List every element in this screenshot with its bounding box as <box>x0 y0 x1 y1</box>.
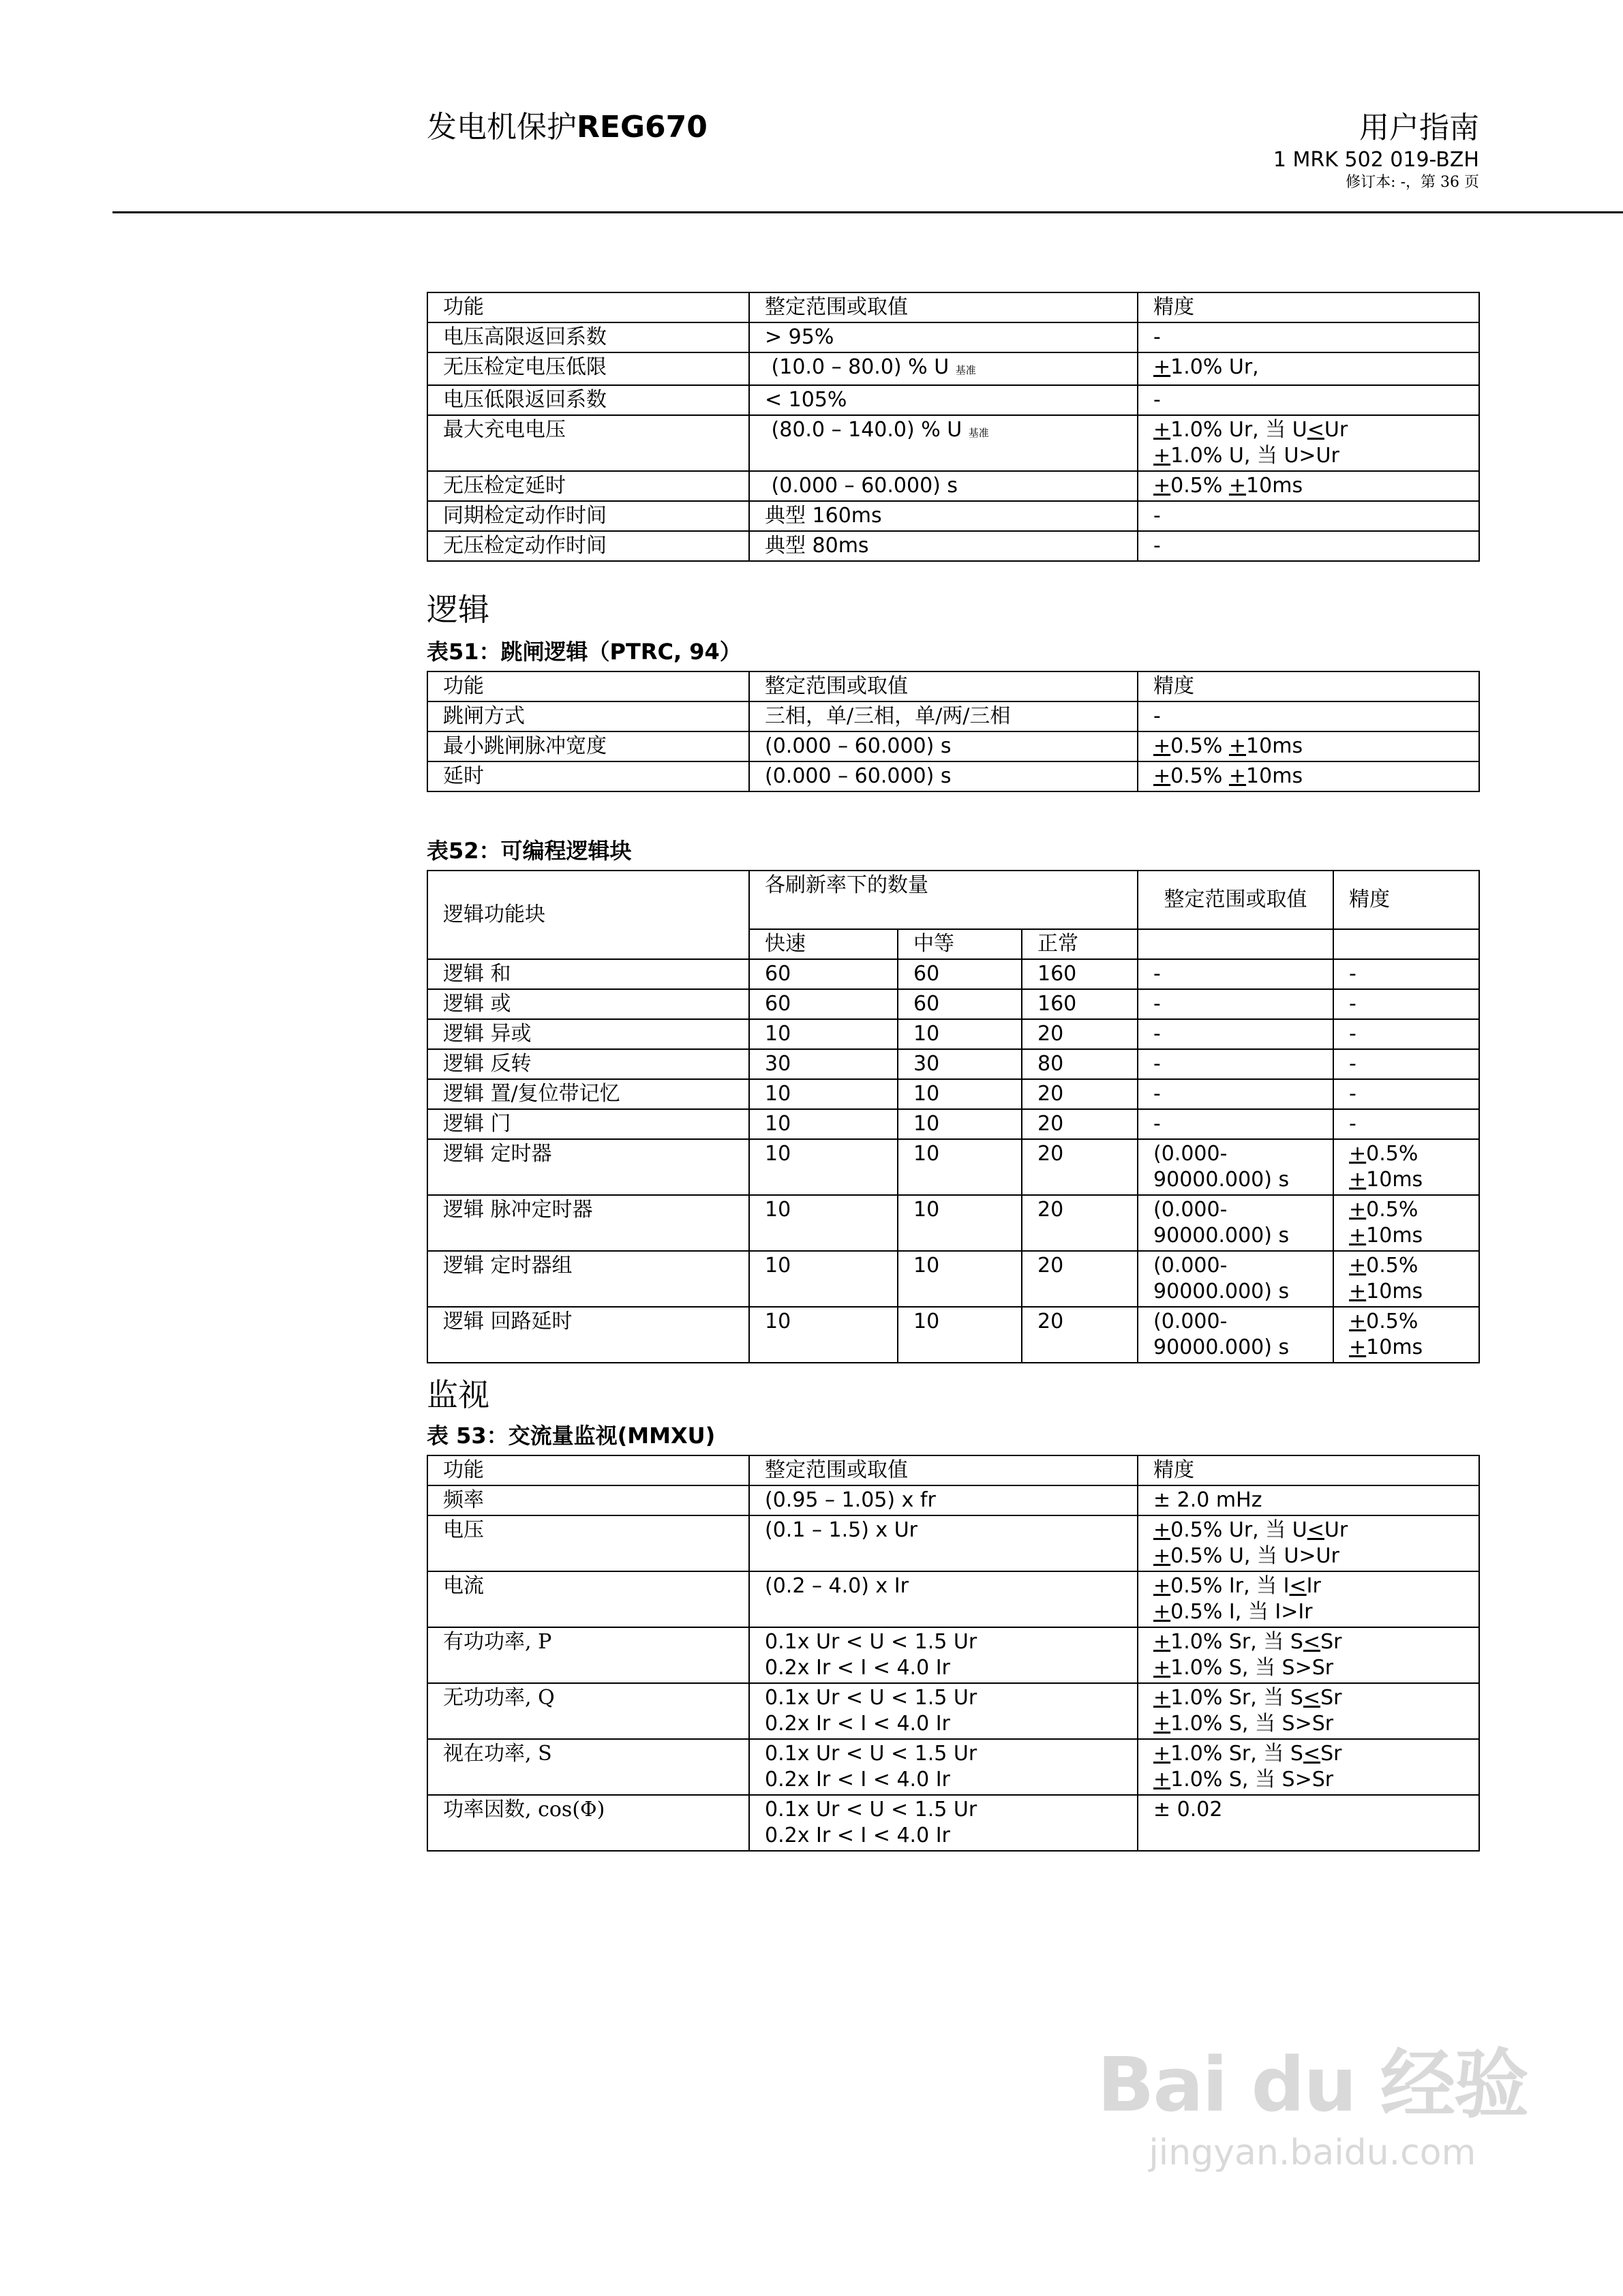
table-row: 逻辑 反转 30 30 80 - - <box>427 1049 1479 1079</box>
table-row: 无压检定电压低限 (10.0 – 80.0) % U 基准 +1.0% Ur, <box>427 352 1479 385</box>
table-caption-52: 表52：可编程逻辑块 <box>427 838 632 864</box>
table-row: 跳闸方式 三相，单/三相，单/两/三相 - <box>427 701 1479 731</box>
table-row: 无压检定动作时间 典型 80ms - <box>427 531 1479 561</box>
table-row: 逻辑 异或 10 10 20 - - <box>427 1019 1479 1049</box>
col-range: 整定范围或取值 <box>749 292 1138 322</box>
table-row: 延时 (0.000 – 60.000) s +0.5% +10ms <box>427 761 1479 791</box>
table-row: 逻辑 或 60 60 160 - - <box>427 989 1479 1019</box>
table-header-row: 功能 整定范围或取值 精度 <box>427 1455 1479 1485</box>
guide-title: 用户指南 <box>1359 110 1479 145</box>
watermark-brand: Bai du 经验 <box>1097 2041 1528 2128</box>
table-row: 电压 (0.1 – 1.5) x Ur +0.5% Ur, 当 U<Ur +0.5% U, 当 U>Ur <box>427 1515 1479 1571</box>
monitoring-section <box>427 1376 1478 1852</box>
col-accuracy: 精度 <box>1138 292 1479 322</box>
table-row: 逻辑 回路延时 10 10 20 (0.000- 90000.000) s +0.5% +10ms <box>427 1307 1479 1363</box>
table-row: 电压高限返回系数 > 95% - <box>427 322 1479 352</box>
table-subheader-row: 快速 中等 正常 <box>427 929 1479 959</box>
table-row: 最大充电电压 (80.0 – 140.0) % U 基准 +1.0% Ur, 当 U<Ur +1.0% U, 当 U>Ur <box>427 415 1479 471</box>
table-row: 视在功率, S 0.1x Ur < U < 1.5 Ur 0.2x Ir < I < 4.0 Ir +1.0% Sr, 当 S<Sr +1.0% S, 当 S>Sr <box>427 1739 1479 1795</box>
header-right <box>1273 109 1479 192</box>
table-row: 逻辑 门 10 10 20 - - <box>427 1109 1479 1139</box>
table-row: 逻辑 和 60 60 160 - - <box>427 959 1479 989</box>
sync-check-table-section <box>427 292 1478 562</box>
table-row: 最小跳闸脉冲宽度 (0.000 – 60.000) s +0.5% +10ms <box>427 731 1479 761</box>
table-row: 逻辑 定时器组 10 10 20 (0.000- 90000.000) s +0.5% +10ms <box>427 1251 1479 1307</box>
document-title-model: REG670 <box>577 110 708 145</box>
trip-logic-table <box>427 671 1480 792</box>
sync-check-table <box>427 292 1480 562</box>
revision-page: 修订本: -，第 36 页 <box>1346 174 1479 191</box>
programmable-logic-table <box>427 870 1480 1363</box>
table-caption-53: 表 53：交流量监视(MMXU) <box>427 1423 716 1449</box>
section-heading-monitoring: 监视 <box>427 1376 489 1413</box>
document-title <box>427 102 708 146</box>
table-row: 逻辑 置/复位带记忆 10 10 20 - - <box>427 1079 1479 1109</box>
table-row: 电压低限返回系数 < 105% - <box>427 385 1479 415</box>
section-heading-logic: 逻辑 <box>427 591 489 628</box>
table-header-row: 功能 整定范围或取值 精度 <box>427 671 1479 701</box>
table-row: 逻辑 脉冲定时器 10 10 20 (0.000- 90000.000) s +0.5% +10ms <box>427 1195 1479 1251</box>
table-header-row: 逻辑功能块 各刷新率下的数量 整定范围或取值 精度 <box>427 871 1479 929</box>
table-row: 无功功率, Q 0.1x Ur < U < 1.5 Ur 0.2x Ir < I < 4.0 Ir +1.0% Sr, 当 S<Sr +1.0% S, 当 S>Sr <box>427 1683 1479 1739</box>
table-caption-51: 表51：跳闸逻辑（PTRC, 94） <box>427 639 742 665</box>
ac-monitoring-table <box>427 1455 1480 1852</box>
watermark-url: jingyan.baidu.com <box>1149 2132 1476 2173</box>
table-row: 有功功率, P 0.1x Ur < U < 1.5 Ur 0.2x Ir < I < 4.0 Ir +1.0% Sr, 当 S<Sr +1.0% S, 当 S>Sr <box>427 1627 1479 1683</box>
col-function: 功能 <box>427 292 749 322</box>
table-row: 电流 (0.2 – 4.0) x Ir +0.5% Ir, 当 I<Ir +0.5% I, 当 I>Ir <box>427 1571 1479 1627</box>
header-divider <box>112 211 1623 213</box>
baidu-watermark <box>1097 2025 1528 2173</box>
document-title-prefix: 发电机保护 <box>427 110 577 145</box>
table-header-row <box>427 292 1479 322</box>
table-row: 无压检定延时 (0.000 – 60.000) s +0.5% +10ms <box>427 471 1479 501</box>
programmable-logic-section <box>427 836 1478 1363</box>
table-row: 频率 (0.95 – 1.05) x fr ± 2.0 mHz <box>427 1485 1479 1515</box>
table-row: 逻辑 定时器 10 10 20 (0.000- 90000.000) s +0.5% +10ms <box>427 1139 1479 1195</box>
document-number: 1 MRK 502 019-BZH <box>1273 148 1479 172</box>
logic-section <box>427 590 1478 792</box>
table-row: 功率因数, cos(Φ) 0.1x Ur < U < 1.5 Ur 0.2x Ir < I < 4.0 Ir ± 0.02 <box>427 1795 1479 1851</box>
table-row: 同期检定动作时间 典型 160ms - <box>427 501 1479 531</box>
